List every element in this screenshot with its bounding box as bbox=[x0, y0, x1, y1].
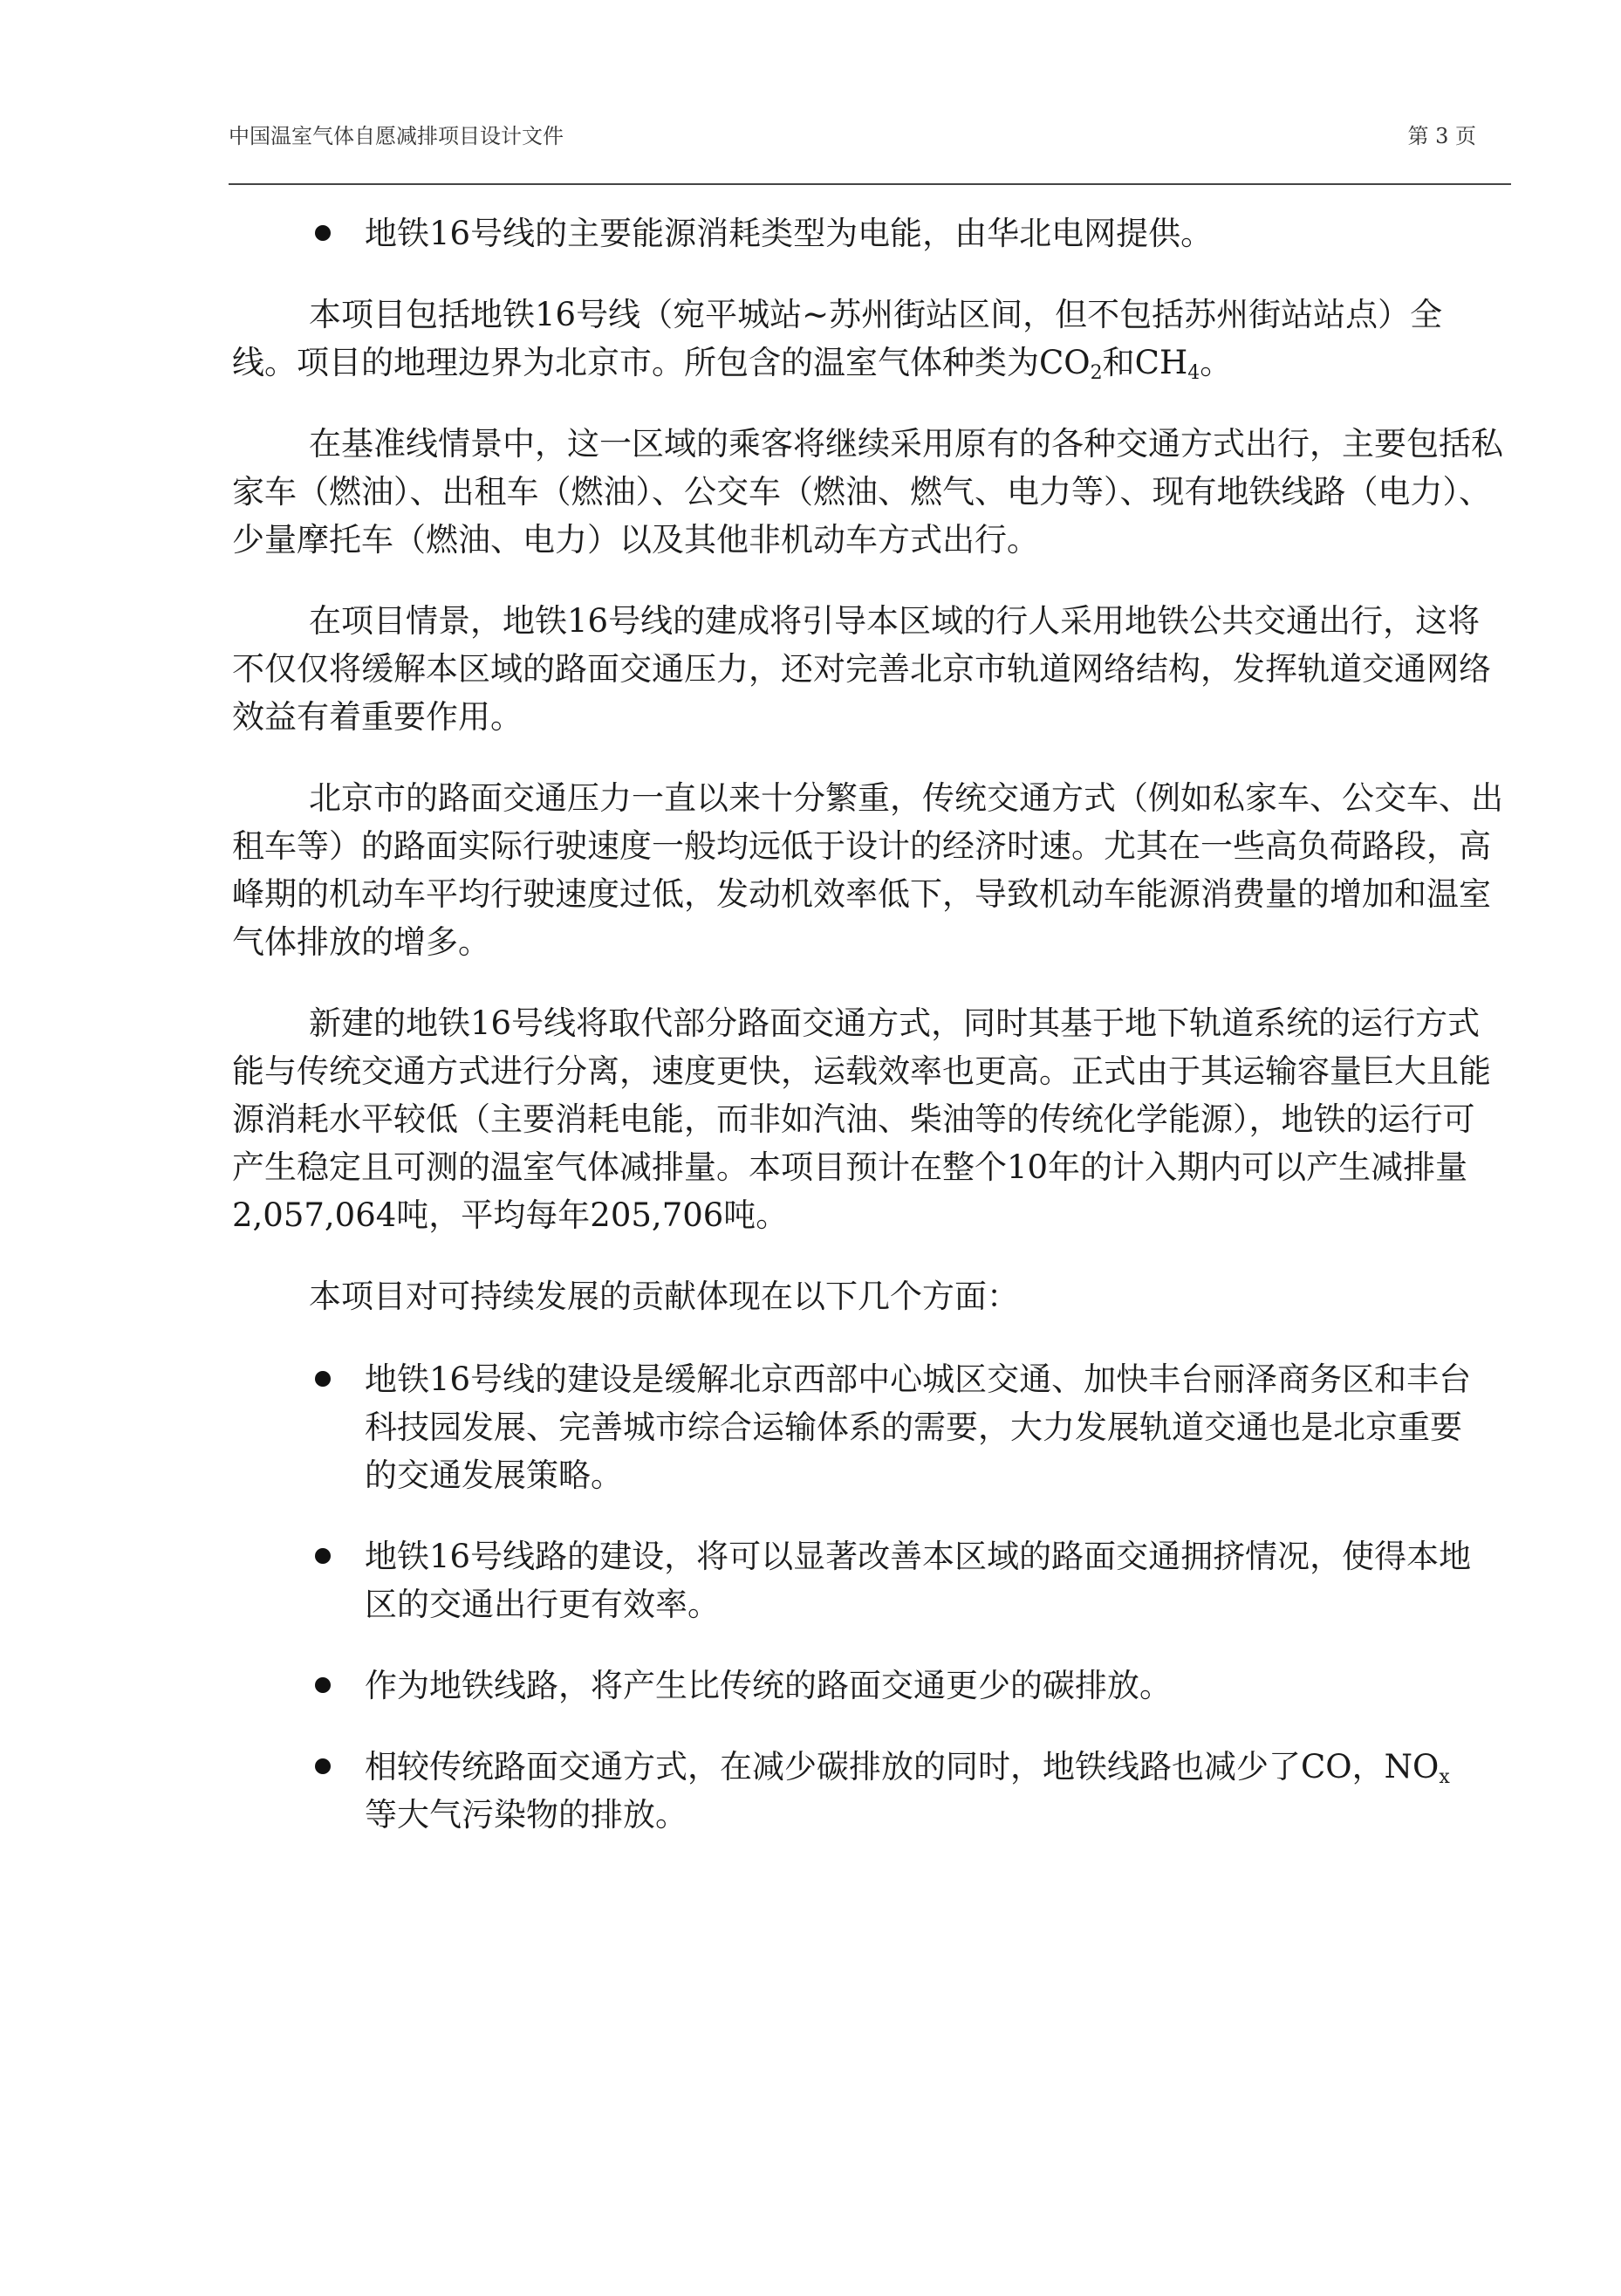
paragraph-baseline: 在基准线情景中，这一区域的乘客将继续采用原有的各种交通方式出行，主要包括私家车（燃油）、出租车（燃油）、公交车（燃油、燃气、电力等）、现有地铁线路（电力）、少量摩托车（燃油、电力）以及其他非机动车方式出行。 bbox=[232, 425, 1503, 559]
formula-base: CH bbox=[1134, 344, 1188, 381]
list-item bbox=[232, 1532, 1506, 1628]
bullet-text: 地铁16号线路的建设，将可以显著改善本区域的路面交通拥挤情况，使得本地区的交通出行更有效率。 bbox=[365, 1538, 1472, 1623]
list-item bbox=[232, 1355, 1506, 1499]
contribution-intro: 本项目对可持续发展的贡献体现在以下几个方面： bbox=[309, 1278, 1019, 1315]
paragraph-boundary bbox=[232, 291, 1506, 387]
ch4-formula bbox=[1134, 344, 1200, 384]
formula-subscript: 4 bbox=[1187, 362, 1200, 384]
top-bullet-list bbox=[232, 209, 1506, 257]
paragraph-emission-reduction: 新建的地铁16号线将取代部分路面交通方式，同时其基于地下轨道系统的运行方式能与传统交通方式进行分离，速度更快，运载效率也更高。正式由于其运输容量巨大且能源消耗水平较低（主要消耗电能，而非如汽油、柴油等的传统化学能源），地铁的运行可产生稳定且可测的温室气体减排量。本项目预计在整个10年的计入期内可以产生减排量2,057,064吨，平均每年205,706吨。 bbox=[232, 1004, 1491, 1234]
document-title: 中国温室气体自愿减排项目设计文件 bbox=[229, 124, 564, 148]
bullet-icon bbox=[315, 225, 331, 241]
document-body bbox=[232, 209, 1506, 1872]
page-header bbox=[229, 112, 1511, 147]
formula-base: CO bbox=[1039, 344, 1091, 381]
paragraph-text: 本项目包括地铁16号线（宛平城站~苏州街站区间，但不包括苏州街站站点）全线。项目的地理边界为北京市。所包含的温室气体种类为 bbox=[232, 296, 1443, 381]
sentence-end: 。 bbox=[1200, 344, 1233, 381]
list-item bbox=[232, 1743, 1506, 1839]
paragraph-traffic-pressure: 北京市的路面交通压力一直以来十分繁重，传统交通方式（例如私家车、公交车、出租车等）的路面实际行驶速度一般均远低于设计的经济时速。尤其在一些高负荷路段，高峰期的机动车平均行驶速度过低，发动机效率低下，导致机动车能源消费量的增加和温室气体排放的增多。 bbox=[232, 779, 1503, 961]
list-item bbox=[232, 1662, 1506, 1710]
list-item bbox=[232, 209, 1506, 257]
conjunction: 和 bbox=[1102, 344, 1135, 381]
bullet-text: 作为地铁线路，将产生比传统的路面交通更少的碳排放。 bbox=[365, 1667, 1172, 1704]
paragraph-project-scenario: 在项目情景，地铁16号线的建成将引导本区域的行人采用地铁公共交通出行，这将不仅仅将缓解本区域的路面交通压力，还对完善北京市轨道网络结构，发挥轨道交通网络效益有着重要作用。 bbox=[232, 602, 1491, 736]
bullet-icon bbox=[315, 1548, 331, 1564]
bullet-text: 地铁16号线的建设是缓解北京西部中心城区交通、加快丰台丽泽商务区和丰台科技园发展、完善城市综合运输体系的需要，大力发展轨道交通也是北京重要的交通发展策略。 bbox=[365, 1360, 1472, 1494]
bullet-icon bbox=[315, 1371, 331, 1387]
bullet-text bbox=[365, 1748, 1450, 1833]
bullet-icon bbox=[315, 1758, 331, 1774]
bullet-text: 地铁16号线的主要能源消耗类型为电能，由华北电网提供。 bbox=[365, 215, 1214, 252]
formula-subscript: x bbox=[1439, 1766, 1450, 1788]
co2-formula bbox=[1039, 344, 1103, 384]
header-divider bbox=[229, 183, 1511, 185]
page-number: 第 3 页 bbox=[1407, 124, 1476, 148]
bullet-text-end: 等大气污染物的排放。 bbox=[365, 1796, 687, 1833]
bullet-icon bbox=[315, 1677, 331, 1693]
bullet-text-main: 相较传统路面交通方式，在减少碳排放的同时，地铁线路也减少了CO，NO bbox=[365, 1748, 1440, 1785]
contribution-list bbox=[232, 1355, 1506, 1839]
formula-subscript: 2 bbox=[1090, 362, 1103, 384]
